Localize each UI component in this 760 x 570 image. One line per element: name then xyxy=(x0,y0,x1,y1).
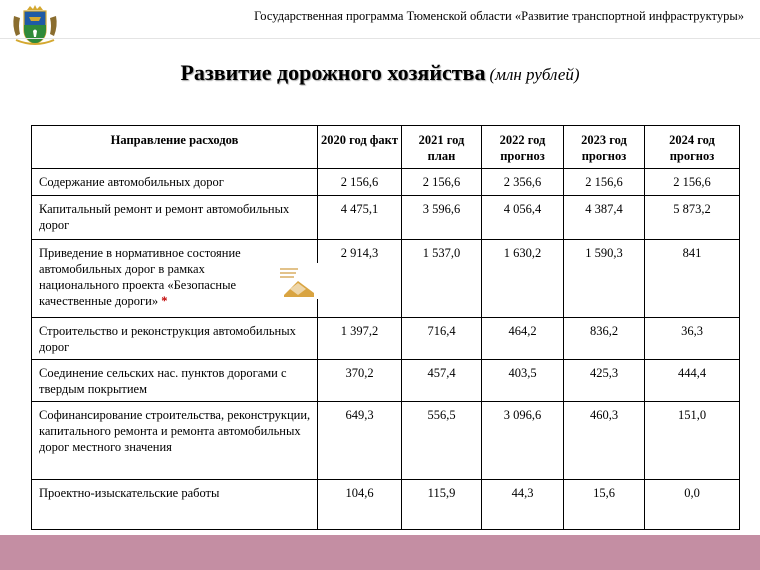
row-label: Содержание автомобильных дорог xyxy=(32,169,318,196)
page-title-main: Развитие дорожного хозяйства xyxy=(180,60,486,85)
row-value: 5 873,2 xyxy=(645,196,740,240)
program-title: Государственная программа Тюменской области «Развитие транспортной инфраструктуры» xyxy=(254,9,744,23)
row-value: 15,6 xyxy=(564,480,645,530)
tyumen-coat-of-arms-icon xyxy=(10,4,60,46)
row-label xyxy=(32,240,318,318)
row-value: 151,0 xyxy=(645,402,740,480)
row-value: 115,9 xyxy=(402,480,482,530)
column-header: 2022 год прогноз xyxy=(482,126,564,169)
row-value: 2 156,6 xyxy=(645,169,740,196)
row-value: 464,2 xyxy=(482,318,564,360)
row-value: 1 397,2 xyxy=(318,318,402,360)
row-value: 4 056,4 xyxy=(482,196,564,240)
table-row xyxy=(32,169,740,196)
table-row xyxy=(32,196,740,240)
row-value: 3 596,6 xyxy=(402,196,482,240)
row-label-text: Приведение в нормативное состояние автомобильных дорог в рамках национального проекта «Безопасные качественные дороги» xyxy=(39,246,241,308)
page-title xyxy=(0,60,760,86)
column-header: 2024 год прогноз xyxy=(645,126,740,169)
table-row xyxy=(32,402,740,480)
row-value: 444,4 xyxy=(645,360,740,402)
budget-table xyxy=(31,125,740,530)
row-value: 425,3 xyxy=(564,360,645,402)
row-value: 2 156,6 xyxy=(564,169,645,196)
row-value: 104,6 xyxy=(318,480,402,530)
row-value: 44,3 xyxy=(482,480,564,530)
row-value: 457,4 xyxy=(402,360,482,402)
row-value: 2 914,3 xyxy=(318,240,402,318)
row-value: 836,2 xyxy=(564,318,645,360)
row-value: 1 537,0 xyxy=(402,240,482,318)
row-value: 3 096,6 xyxy=(482,402,564,480)
row-value: 556,5 xyxy=(402,402,482,480)
row-value: 2 156,6 xyxy=(318,169,402,196)
header-divider xyxy=(0,38,760,39)
row-value: 1 590,3 xyxy=(564,240,645,318)
table-row xyxy=(32,360,740,402)
row-value: 841 xyxy=(645,240,740,318)
row-value: 36,3 xyxy=(645,318,740,360)
row-value: 716,4 xyxy=(402,318,482,360)
column-header: Направление расходов xyxy=(32,126,318,169)
page-title-unit: (млн рублей) xyxy=(489,65,580,84)
column-header: 2021 год план xyxy=(402,126,482,169)
footnote-marker: * xyxy=(161,294,168,308)
table-row xyxy=(32,240,740,318)
row-value: 1 630,2 xyxy=(482,240,564,318)
column-header: 2020 год факт xyxy=(318,126,402,169)
row-label: Строительство и реконструкция автомобильных дорог xyxy=(32,318,318,360)
table-row xyxy=(32,318,740,360)
bkd-national-project-logo-icon xyxy=(276,263,320,299)
footer-bar xyxy=(0,535,760,570)
row-value: 649,3 xyxy=(318,402,402,480)
row-value: 2 356,6 xyxy=(482,169,564,196)
table-row xyxy=(32,480,740,530)
row-label: Капитальный ремонт и ремонт автомобильных дорог xyxy=(32,196,318,240)
row-label: Софинансирование строительства, реконструкции, капитального ремонта и ремонта автомобильных дорог местного значения xyxy=(32,402,318,480)
row-label: Соединение сельских нас. пунктов дорогами с твердым покрытием xyxy=(32,360,318,402)
row-value: 0,0 xyxy=(645,480,740,530)
row-value: 4 387,4 xyxy=(564,196,645,240)
row-value: 2 156,6 xyxy=(402,169,482,196)
column-header: 2023 год прогноз xyxy=(564,126,645,169)
row-value: 4 475,1 xyxy=(318,196,402,240)
row-value: 370,2 xyxy=(318,360,402,402)
table-header-row xyxy=(32,126,740,169)
row-label: Проектно-изыскательские работы xyxy=(32,480,318,530)
row-value: 403,5 xyxy=(482,360,564,402)
row-value: 460,3 xyxy=(564,402,645,480)
